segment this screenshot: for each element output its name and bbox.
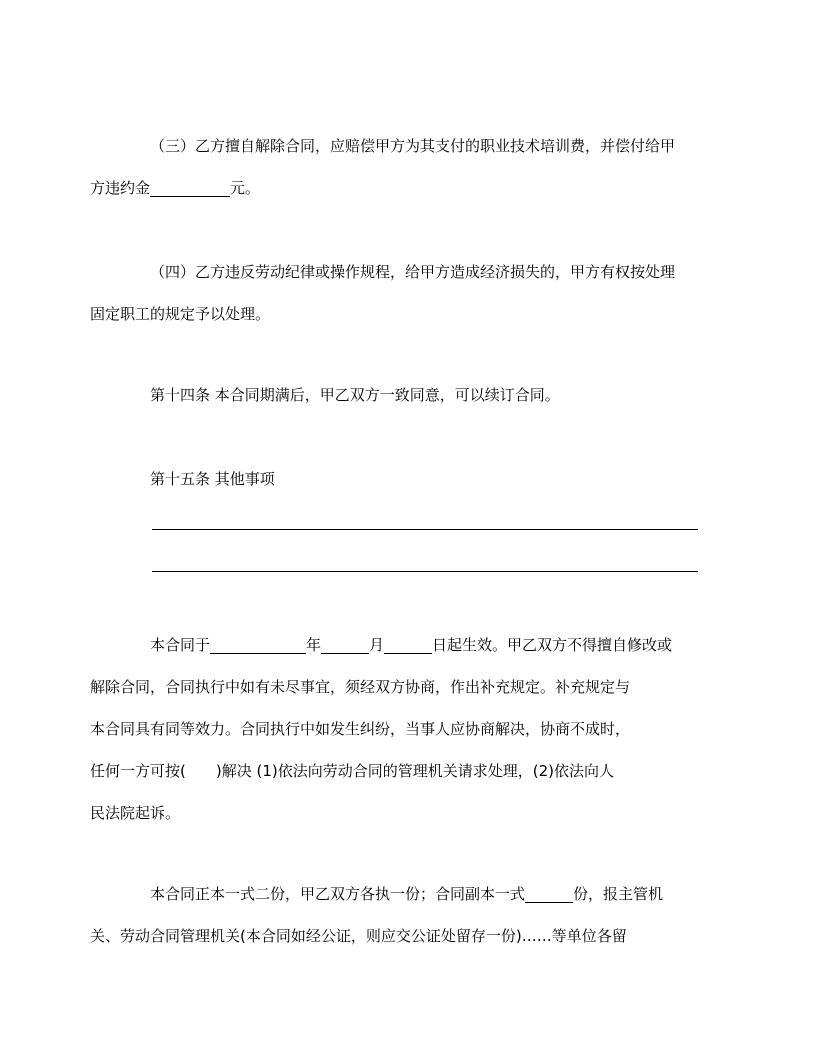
clause-3-line-1: （三）乙方擅自解除合同，应赔偿甲方为其支付的职业技术培训费，并偿付给甲: [150, 137, 676, 155]
clause-4-line-1: （四）乙方违反劳动纪律或操作规程，给甲方造成经济损失的，甲方有权按处理: [150, 263, 676, 281]
year-blank: [210, 635, 306, 654]
effective-l5: 民法院起诉。: [90, 804, 181, 822]
clause-3-line-2-pre: 方违约金: [90, 179, 151, 197]
effective-l2: 解除合同，合同执行中如有未尽事宜，须经双方协商，作出补充规定。补充规定与: [90, 678, 631, 696]
penalty-amount-blank: [150, 178, 230, 197]
clause-4: [90, 251, 698, 335]
effective-l1-c: 月: [369, 636, 385, 654]
article-15-text: 第十五条 其他事项: [150, 470, 275, 488]
article-15: [120, 458, 698, 500]
article-14: [120, 374, 698, 416]
copies-paragraph: [90, 873, 698, 957]
month-blank: [321, 635, 369, 654]
other-matters-line-2: [152, 571, 698, 572]
copies-l2: 关、劳动合同管理机关(本合同如经公证，则应交公证处留存一份)……等单位各留: [90, 927, 627, 945]
copies-l1-a: 本合同正本一式二份，甲乙双方各执一份；合同副本一式: [150, 885, 526, 903]
other-matters-line-1: [152, 529, 698, 530]
clause-4-line-2: 固定职工的规定予以处理。: [90, 305, 271, 323]
copies-count-blank: [525, 884, 573, 903]
effective-l1-d: 日起生效。甲乙双方不得擅自修改或: [432, 636, 673, 654]
day-blank: [384, 635, 432, 654]
clause-3-line-2-post: 元。: [230, 179, 261, 197]
effective-l1-a: 本合同于: [150, 636, 211, 654]
effective-l4: 任何一方可按( )解决 (1)依法向劳动合同的管理机关请求处理，(2)依法向人: [90, 762, 614, 780]
copies-l1-b: 份，报主管机: [573, 885, 664, 903]
clause-3: [90, 125, 698, 209]
article-14-text: 第十四条 本合同期满后，甲乙双方一致同意，可以续订合同。: [150, 386, 560, 404]
effective-l3: 本合同具有同等效力。合同执行中如发生纠纷，当事人应协商解决，协商不成时，: [90, 720, 631, 738]
effective-l1-b: 年: [306, 636, 322, 654]
effective-paragraph: [90, 624, 698, 834]
